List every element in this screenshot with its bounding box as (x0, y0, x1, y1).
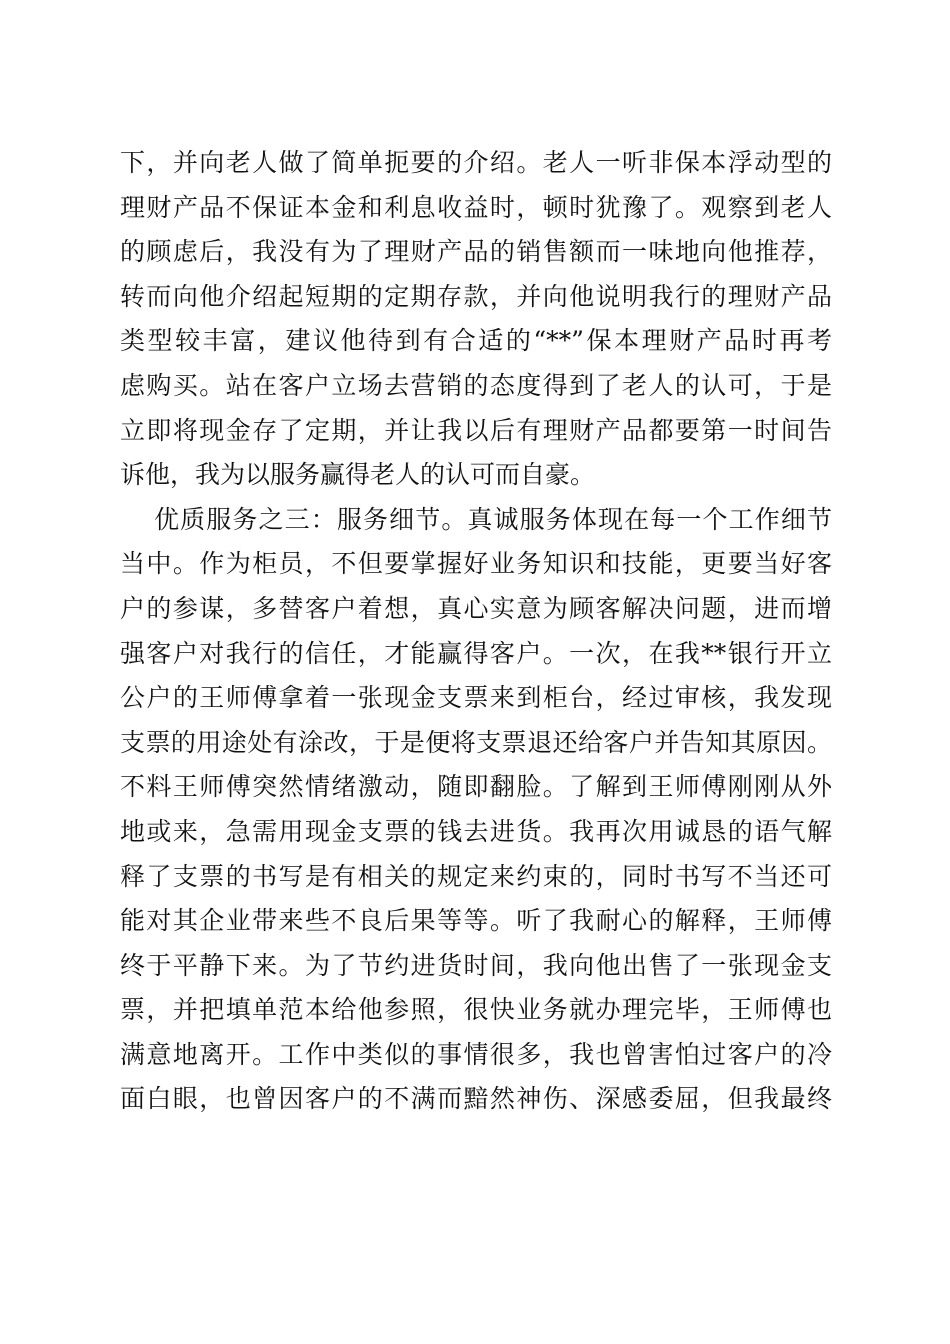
text-line: 优质服务之三：服务细节。真诚服务体现在每一个工作细节 (154, 504, 832, 534)
text-line: 的顾虑后，我没有为了理财产品的销售额而一味地向他推荐， (120, 237, 832, 267)
paragraph-2 (120, 498, 832, 1122)
text-line: 满意地离开。工作中类似的事情很多，我也曾害怕过客户的冷 (120, 1039, 832, 1069)
text-line: 票，并把填单范本给他参照，很快业务就办理完毕，王师傅也 (120, 995, 832, 1025)
text-line: 转而向他介绍起短期的定期存款，并向他说明我行的理财产品 (120, 281, 832, 311)
text-line: 能对其企业带来些不良后果等等。听了我耐心的解释，王师傅 (120, 906, 832, 936)
text-line: 户的参谋，多替客户着想，真心实意为顾客解决问题，进而增 (120, 593, 832, 623)
paragraph-1 (120, 141, 832, 498)
text-line: 公户的王师傅拿着一张现金支票来到柜台，经过审核，我发现 (120, 683, 832, 713)
text-line: 立即将现金存了定期，并让我以后有理财产品都要第一时间告 (120, 415, 832, 445)
document-body (120, 141, 832, 1122)
text-line: 强客户对我行的信任，才能赢得客户。一次，在我**银行开立 (120, 638, 832, 668)
text-line: 理财产品不保证本金和利息收益时，顿时犹豫了。观察到老人 (120, 192, 832, 222)
text-line: 支票的用途处有涂改，于是便将支票退还给客户并告知其原因。 (120, 727, 832, 757)
text-line: 虑购买。站在客户立场去营销的态度得到了老人的认可，于是 (120, 370, 832, 400)
text-line: 类型较丰富，建议他待到有合适的“**”保本理财产品时再考 (120, 326, 832, 356)
text-line: 不料王师傅突然情绪激动，随即翻脸。了解到王师傅刚刚从外 (120, 772, 832, 802)
text-line: 诉他，我为以服务赢得老人的认可而自豪。 (120, 460, 596, 490)
text-line: 下，并向老人做了简单扼要的介绍。老人一听非保本浮动型的 (120, 148, 832, 177)
text-line: 地或来，急需用现金支票的钱去进货。我再次用诚恳的语气解 (120, 816, 832, 846)
text-line: 面白眼，也曾因客户的不满而黯然神伤、深感委屈，但我最终 (120, 1084, 832, 1114)
text-line: 终于平静下来。为了节约进货时间，我向他出售了一张现金支 (120, 950, 832, 980)
text-line: 释了支票的书写是有相关的规定来约束的，同时书写不当还可 (120, 861, 832, 891)
text-line: 当中。作为柜员，不但要掌握好业务知识和技能，更要当好客 (120, 549, 832, 579)
